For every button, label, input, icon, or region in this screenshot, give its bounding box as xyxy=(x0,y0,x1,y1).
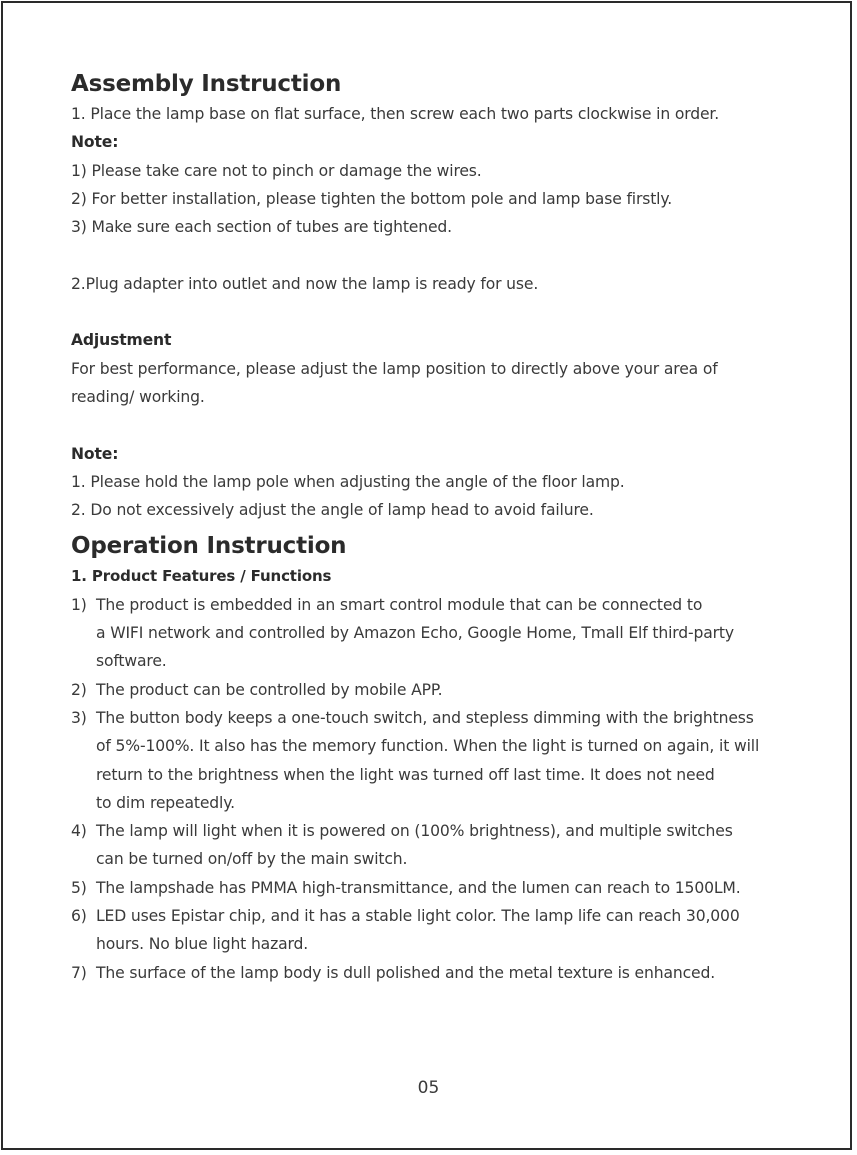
feature-number: 1) xyxy=(71,595,87,614)
feature-number: 3) xyxy=(71,708,87,727)
page-number: 05 xyxy=(417,1078,440,1098)
adjustment-title: Adjustment xyxy=(71,331,172,350)
feature-line: The button body keeps a one-touch switch, and stepless dimming with the brightness xyxy=(96,708,754,727)
feature-line: to dim repeatedly. xyxy=(96,793,235,812)
feature-number: 2) xyxy=(71,680,87,699)
feature-line: The product is embedded in an smart control module that can be connected to xyxy=(96,595,703,614)
feature-item xyxy=(71,902,793,959)
assembly-note-2: 2) For better installation, please tighten the bottom pole and lamp base firstly. xyxy=(71,189,673,208)
feature-item xyxy=(71,676,793,704)
assembly-note-3: 3) Make sure each section of tubes are tightened. xyxy=(71,218,452,237)
feature-line: a WIFI network and controlled by Amazon Echo, Google Home, Tmall Elf third-party xyxy=(96,624,734,643)
operation-title: Operation Instruction xyxy=(71,533,347,560)
adjustment-note-1: 1. Please hold the lamp pole when adjusting the angle of the floor lamp. xyxy=(71,472,625,491)
adjustment-text-2: reading/ working. xyxy=(71,387,205,406)
feature-number: 6) xyxy=(71,907,87,926)
adjustment-note-label: Note: xyxy=(71,444,119,463)
feature-item xyxy=(71,959,793,987)
feature-number: 4) xyxy=(71,822,87,841)
feature-item xyxy=(71,874,793,902)
assembly-note-1: 1) Please take care not to pinch or damage the wires. xyxy=(71,161,482,180)
assembly-title: Assembly Instruction xyxy=(71,71,342,97)
feature-line: of 5%-100%. It also has the memory function. When the light is turned on again, it will xyxy=(96,737,760,756)
assembly-step-1: 1. Place the lamp base on flat surface, then screw each two parts clockwise in order. xyxy=(71,105,720,123)
operation-subtitle: 1. Product Features / Functions xyxy=(71,567,332,586)
adjustment-note-2: 2. Do not excessively adjust the angle of lamp head to avoid failure. xyxy=(71,501,594,520)
feature-line: can be turned on/off by the main switch. xyxy=(96,850,408,869)
feature-item xyxy=(71,704,793,817)
feature-number: 7) xyxy=(71,963,87,982)
feature-line: hours. No blue light hazard. xyxy=(96,935,309,954)
assembly-step-2: 2.Plug adapter into outlet and now the lamp is ready for use. xyxy=(71,274,539,293)
feature-line: The product can be controlled by mobile APP. xyxy=(96,680,443,699)
feature-line: software. xyxy=(96,652,167,671)
feature-item xyxy=(71,817,793,874)
feature-line: The lamp will light when it is powered on (100% brightness), and multiple switches xyxy=(96,822,733,841)
assembly-note-label: Note: xyxy=(71,133,119,152)
feature-line: return to the brightness when the light was turned off last time. It does not need xyxy=(96,765,715,784)
feature-number: 5) xyxy=(71,878,87,897)
adjustment-text-1: For best performance, please adjust the lamp position to directly above your area of xyxy=(71,359,718,378)
document-body xyxy=(71,68,793,987)
feature-item xyxy=(71,591,793,676)
feature-line: The surface of the lamp body is dull polished and the metal texture is enhanced. xyxy=(96,963,716,982)
feature-line: The lampshade has PMMA high-transmittance, and the lumen can reach to 1500LM. xyxy=(96,878,741,897)
feature-line: LED uses Epistar chip, and it has a stable light color. The lamp life can reach 30,000 xyxy=(96,907,740,926)
